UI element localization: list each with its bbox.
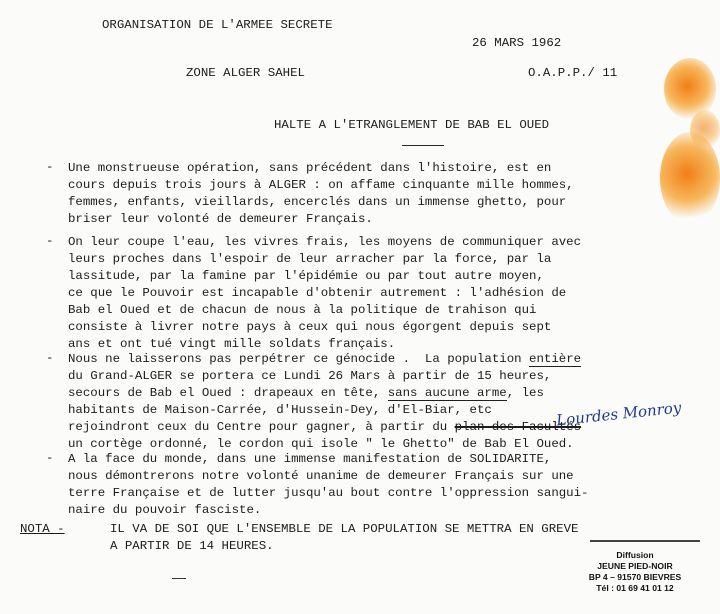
reference-number: O.A.P.P./ 11: [528, 66, 618, 80]
diffusion-heading: Diffusion: [616, 550, 654, 560]
underlined-text: sans aucune arme: [387, 386, 507, 400]
text-line: naire du pouvoir fasciste.: [68, 503, 262, 517]
text-line: A la face du monde, dans une immense manifestation de SOLIDARITE,: [68, 452, 552, 466]
underlined-text: entière: [529, 352, 582, 366]
text-line: ce que le Pouvoir est incapable d'obtenir autrement : l'adhésion de: [68, 286, 567, 300]
text-line: Une monstrueuse opération, sans précédent dans l'histoire, est en: [68, 161, 552, 175]
text-line: femmes, enfants, vieillards, encerclés dans un immense ghetto, pour: [68, 195, 567, 209]
document-date: 26 MARS 1962: [472, 36, 562, 50]
diffusion-address: BP 4 – 91570 BIEVRES: [588, 572, 682, 582]
struck-text: plan des Facultés: [454, 420, 582, 434]
text-line: briser leur volonté de demeurer Français.: [68, 212, 373, 226]
text-line: lassitude, par la famine par l'épidémie ou par tout autre moyen,: [68, 269, 544, 283]
text-line: consiste à livrer notre pays à ceux qui nous égorgent depuis sept: [68, 320, 552, 334]
text-line: habitants de Maison-Carrée, d'Hussein-Dey, d'El-Biar, etc: [68, 403, 492, 417]
diffusion-phone: Tél : 01 69 41 01 12: [596, 583, 674, 593]
text-line: du Grand-ALGER se portera ce Lundi 26 Mars à partir de 15 heures,: [68, 369, 552, 383]
title-divider: [402, 145, 444, 146]
text-line: un cortège ordonné, le cordon qui isole " le Ghetto" de Bab El Oued.: [68, 437, 574, 451]
text-segment: rejoindront ceux du Centre pour gagner, à partir du: [68, 420, 455, 434]
text-line: [68, 385, 581, 402]
text-segment: Nous ne laisserons pas perpétrer ce génocide . La population: [68, 352, 530, 366]
nota-text-line: A PARTIR DE 14 HEURES.: [110, 539, 274, 553]
bullet-dash: -: [46, 234, 54, 248]
text-segment: , les: [506, 386, 544, 400]
nota-label: NOTA -: [20, 522, 65, 536]
text-line: [68, 419, 581, 436]
text-line: On leur coupe l'eau, les vivres frais, les moyens de communiquer avec: [68, 235, 582, 249]
bullet-dash: -: [46, 160, 54, 174]
text-line: ans et ont tué vingt mille soldats français.: [68, 337, 396, 351]
text-line: cours depuis trois jours à ALGER : on affame cinquante mille hommes,: [68, 178, 574, 192]
stray-mark: [172, 578, 186, 579]
zone-label: ZONE ALGER SAHEL: [186, 66, 305, 80]
handwritten-annotation: Lourdes Monroy: [555, 398, 683, 430]
document-title: HALTE A L'ETRANGLEMENT DE BAB EL OUED: [274, 118, 550, 132]
bullet-dash: -: [46, 451, 54, 465]
text-line: [68, 351, 581, 368]
organisation-heading: ORGANISATION DE L'ARMEE SECRETE: [102, 18, 333, 32]
bullet-dash: -: [46, 351, 54, 365]
text-line: nous démontrerons notre volonté unanime de demeurer Français sur une: [68, 469, 574, 483]
orange-stain: [690, 110, 720, 150]
text-line: terre Française et de lutter jusqu'au bout contre l'oppression sangui-: [68, 486, 589, 500]
text-segment: secours de Bab el Oued : drapeaux en tête,: [68, 386, 388, 400]
text-line: leurs proches dans l'espoir de leur arracher par la force, par la: [68, 252, 552, 266]
divider-bar: [590, 540, 700, 542]
text-line: Bab el Oued et de chacun de nous à la politique de trahison qui: [68, 303, 537, 317]
diffusion-name: JEUNE PIED-NOIR: [597, 561, 673, 571]
diffusion-stamp: [560, 550, 710, 594]
nota-text-line: IL VA DE SOI QUE L'ENSEMBLE DE LA POPULATION SE METTRA EN GREVE: [110, 522, 579, 536]
